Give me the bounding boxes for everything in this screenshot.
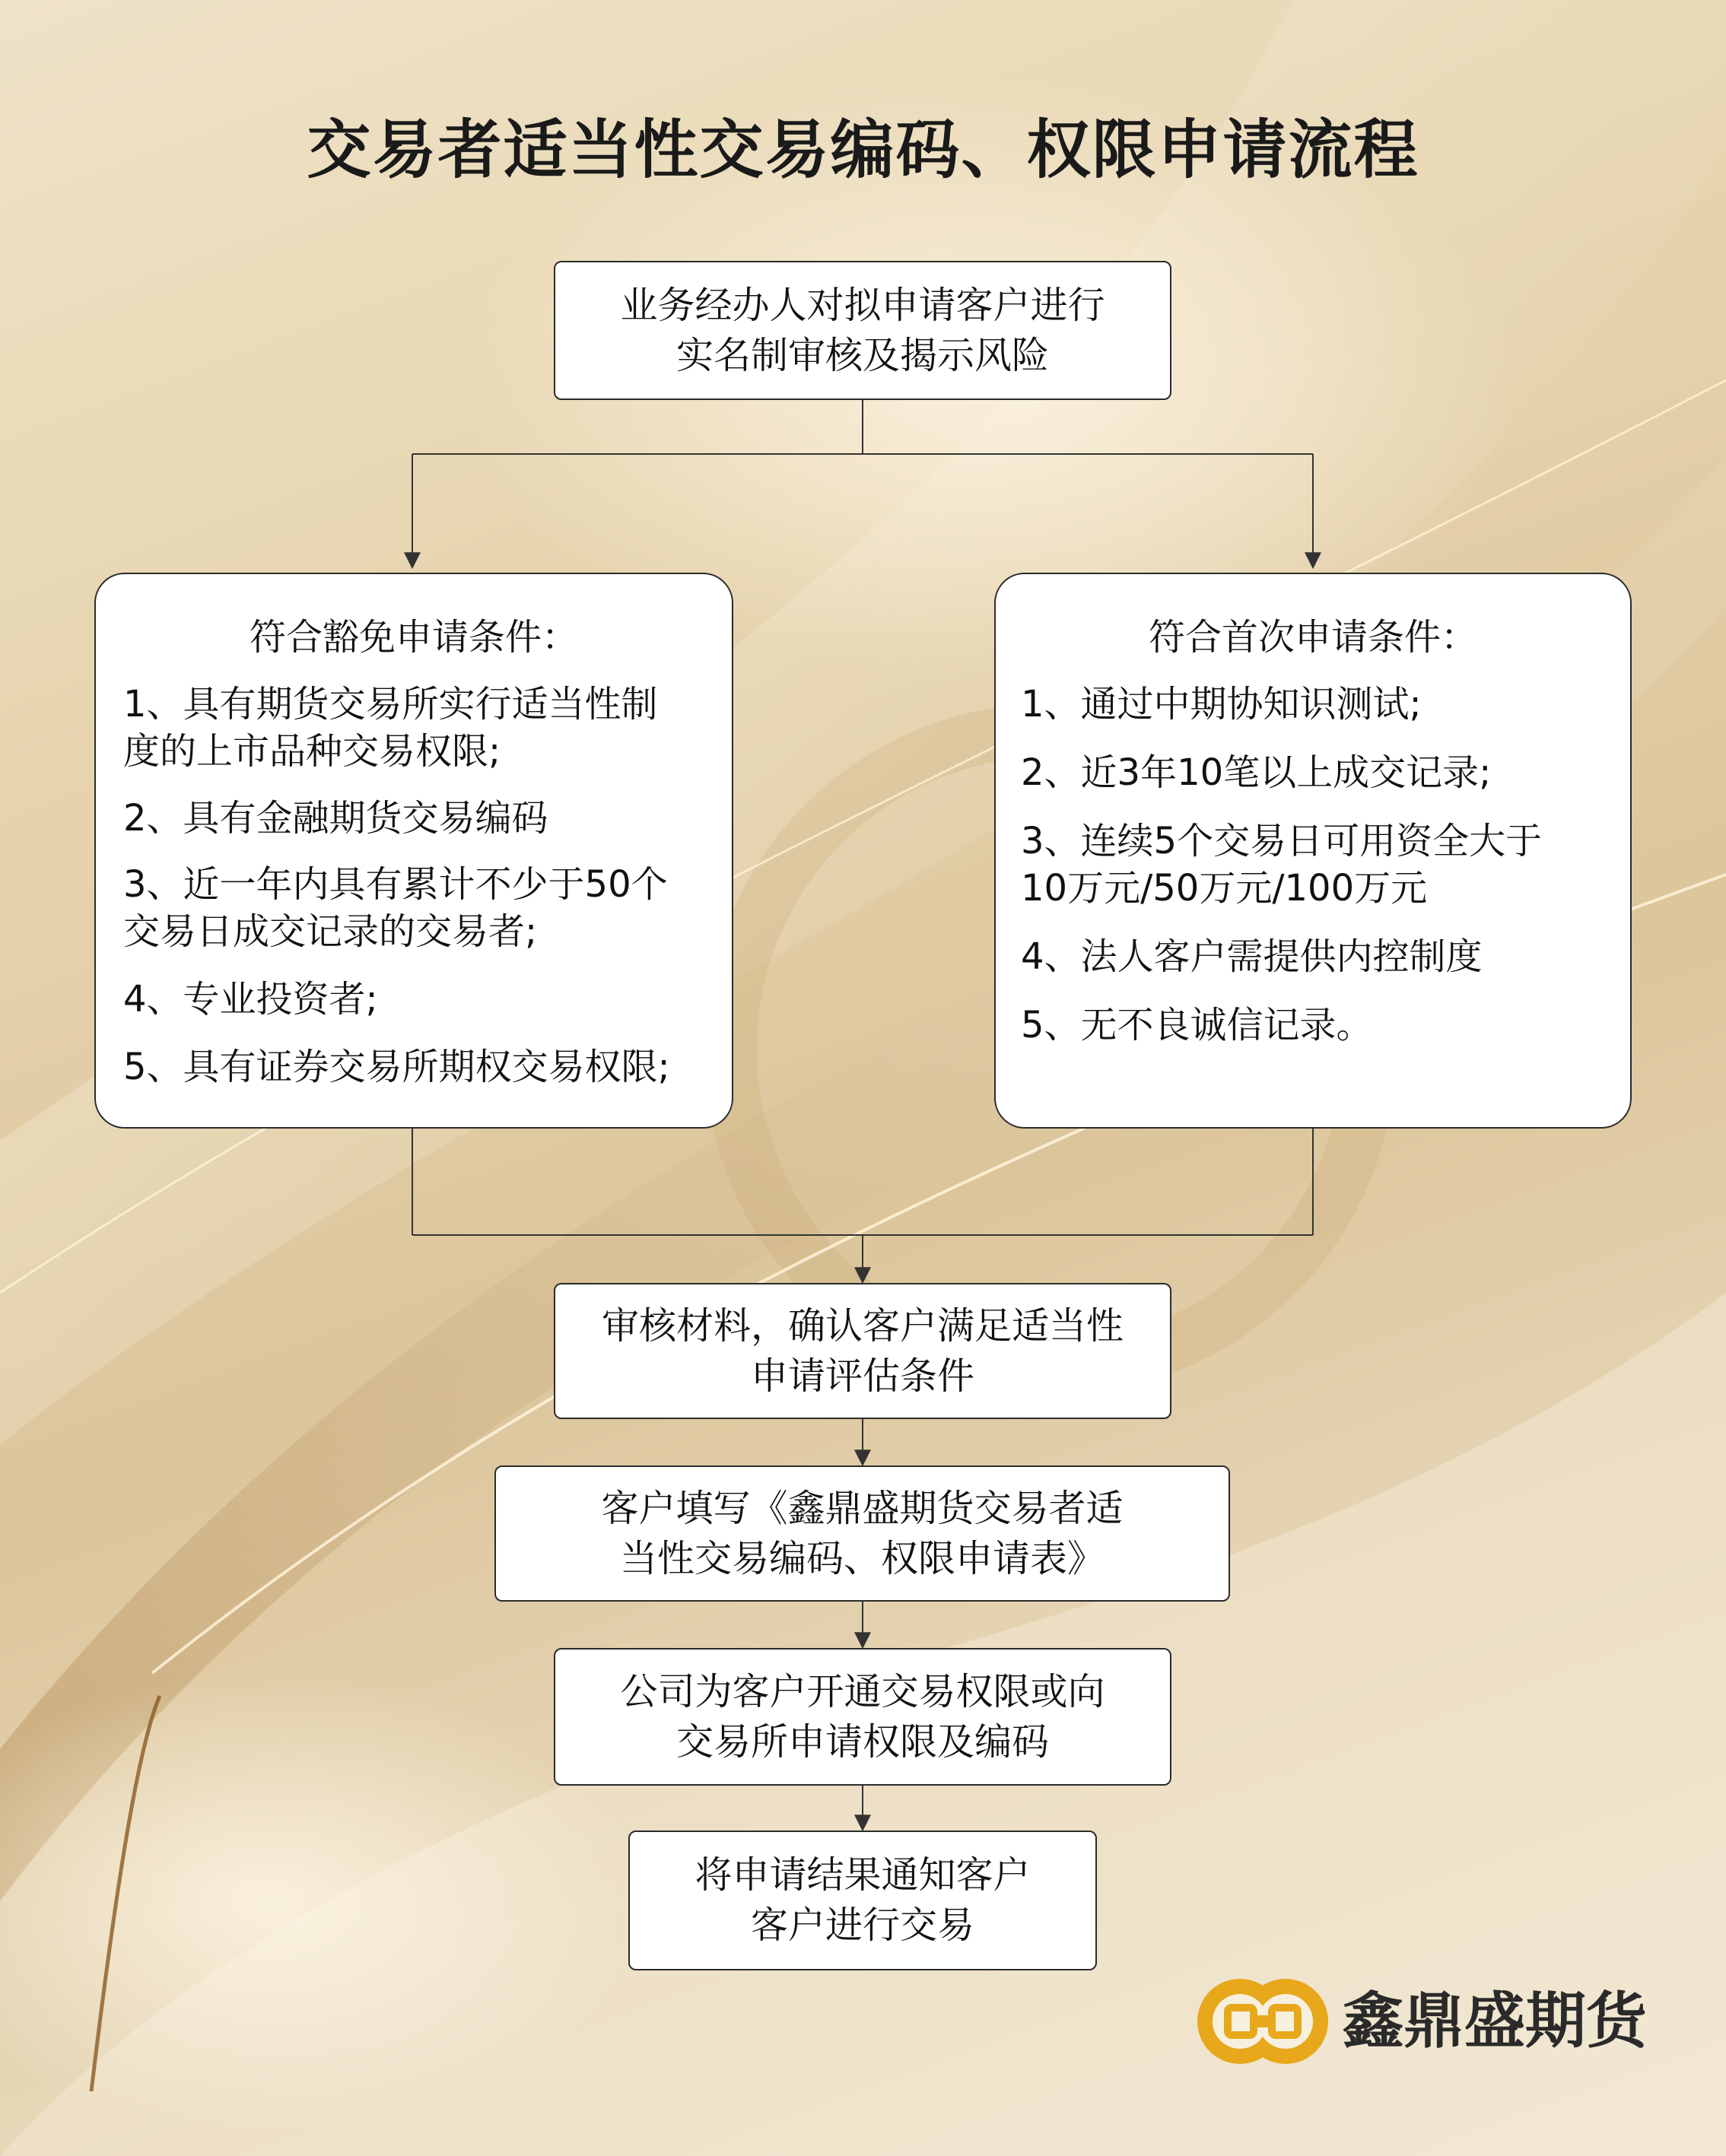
exempt-condition-line: 2、具有金融期货交易编码 [123, 797, 548, 840]
step-text-line: 客户进行交易 [750, 1904, 974, 1947]
exempt-condition-line: 5、具有证券交易所期权交易权限; [123, 1046, 670, 1088]
exempt-conditions-title: 符合豁免申请条件： [249, 616, 578, 659]
first-condition-line: 2、近3年10笔以上成交记录; [1021, 751, 1492, 794]
first-condition-line: 4、法人客户需提供内控制度 [1021, 935, 1483, 978]
double-coin-logo-icon [1194, 1976, 1331, 2067]
exempt-condition-line: 1、具有期货交易所实行适当性制 [123, 683, 658, 726]
page-title: 交易者适当性交易编码、权限申请流程 [307, 113, 1419, 187]
first-condition-line: 5、无不良诚信记录。 [1021, 1004, 1373, 1046]
step-fill-application-form [494, 1465, 1230, 1602]
exempt-condition-line: 3、近一年内具有累计不少于50个 [123, 863, 668, 906]
brand-logo [1194, 1976, 1651, 2067]
exempt-condition-line: 度的上市品种交易权限; [123, 730, 501, 773]
step-notify-result [628, 1831, 1097, 1970]
first-application-conditions-title: 符合首次申请条件： [1148, 616, 1477, 659]
step-review-materials [554, 1283, 1171, 1419]
step-text-line: 交易所申请权限及编码 [675, 1719, 1049, 1764]
exempt-condition-line: 交易日成交记录的交易者; [123, 910, 538, 953]
step-text-line: 当性交易编码、权限申请表》 [619, 1536, 1105, 1580]
step-open-permission [554, 1648, 1171, 1786]
first-application-conditions-box [994, 573, 1632, 1129]
step-realname-review [554, 261, 1171, 400]
exempt-condition-line: 4、专业投资者; [123, 978, 378, 1021]
step-text-line: 业务经办人对拟申请客户进行 [620, 283, 1105, 327]
step-text-line: 申请评估条件 [750, 1354, 974, 1398]
exempt-conditions-box [94, 573, 733, 1129]
step-text-line: 公司为客户开通交易权限或向 [620, 1669, 1105, 1713]
first-condition-line: 10万元/50万元/100万元 [1021, 867, 1428, 910]
step-text-line: 客户填写《鑫鼎盛期货交易者适 [601, 1486, 1124, 1530]
first-condition-line: 1、通过中期协知识测试; [1021, 683, 1422, 726]
brand-name: 鑫鼎盛期货 [1343, 1986, 1647, 2056]
step-text-line: 将申请结果通知客户 [695, 1853, 1031, 1897]
step-text-line: 审核材料，确认客户满足适当性 [601, 1303, 1124, 1348]
step-text-line: 实名制审核及揭示风险 [675, 333, 1049, 377]
first-condition-line: 3、连续5个交易日可用资全大于 [1021, 820, 1543, 862]
